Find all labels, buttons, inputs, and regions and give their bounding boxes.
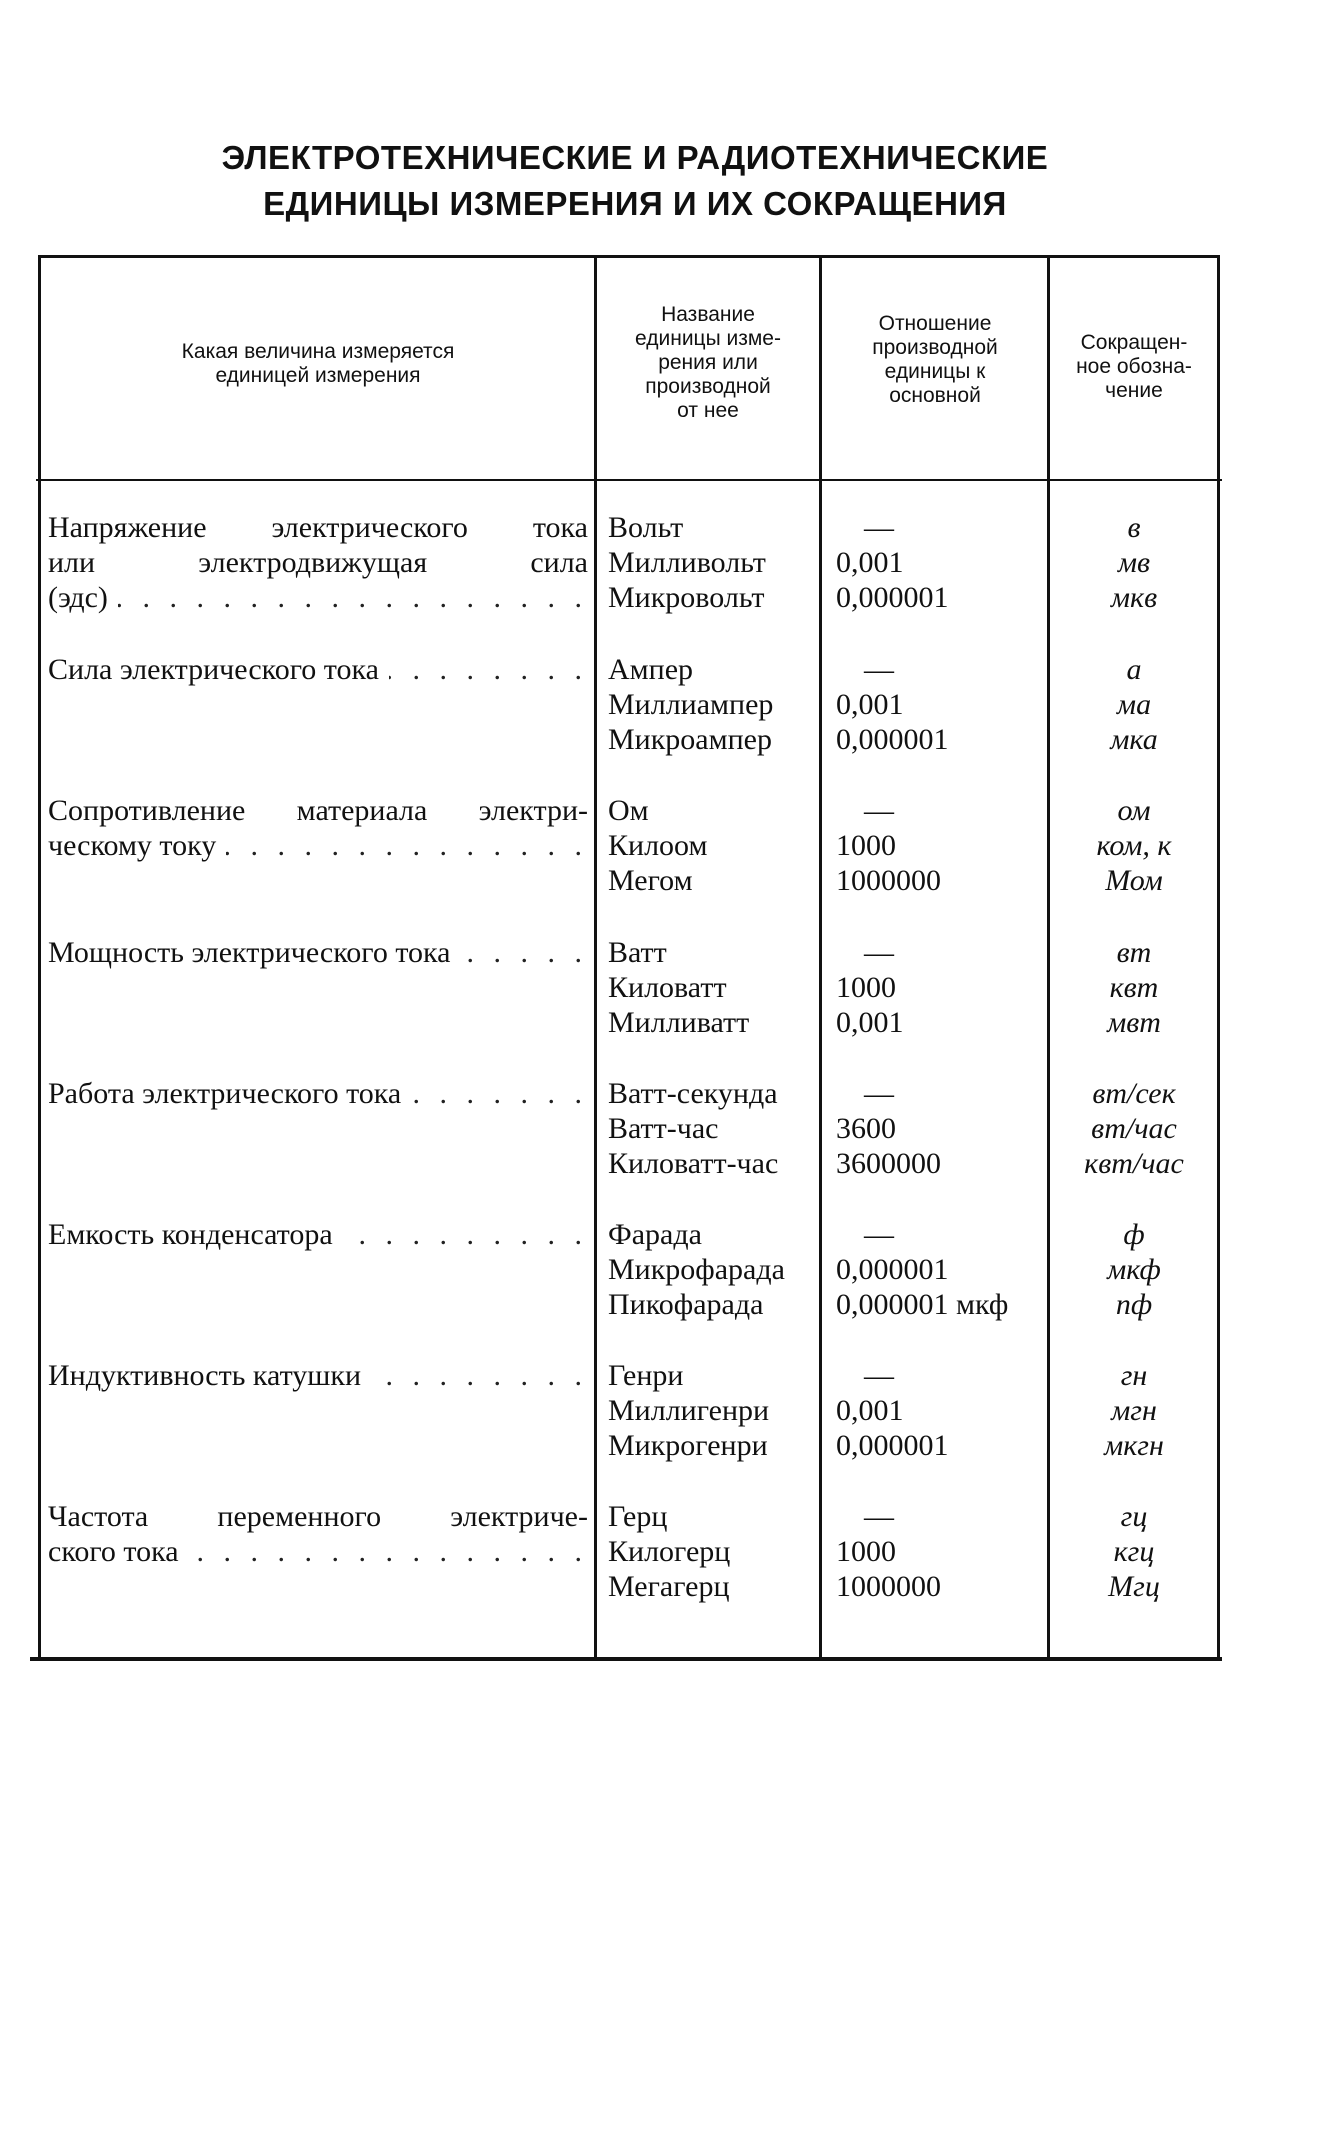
unit-name-cell [608, 1217, 818, 1322]
quantity-cell [48, 1217, 588, 1252]
unit-name: Ватт-секунда [608, 1077, 778, 1110]
quantity-line [48, 793, 588, 828]
unit-name: Микрофарада [608, 1253, 785, 1286]
abbreviation-value: мкгн [1104, 1429, 1164, 1462]
dot-leader [411, 1076, 588, 1111]
ratio-cell [836, 1358, 1046, 1463]
ratio-value: — [864, 653, 894, 686]
unit-name: Миллигенри [608, 1394, 770, 1427]
abbreviation-value: пф [1115, 1288, 1153, 1321]
dot-leader [371, 1358, 588, 1393]
quantity-line [48, 545, 588, 580]
unit-name-cell [608, 935, 818, 1040]
abbreviation-value: гн [1120, 1359, 1148, 1392]
quantity-line [48, 580, 588, 615]
dot-leader [118, 580, 588, 615]
page-title [0, 135, 1270, 227]
ratio-cell [836, 652, 1046, 757]
quantity-cell [48, 510, 588, 615]
quantity-line [48, 828, 588, 863]
quantity-line [48, 1499, 588, 1534]
quantity-line [48, 1076, 588, 1111]
unit-name: Вольт [608, 511, 684, 544]
page-title-line-2: ЕДИНИЦЫ ИЗМЕРЕНИЯ И ИХ СОКРАЩЕНИЯ [263, 185, 1007, 222]
quantity-cell [48, 793, 588, 863]
ratio-value: 0,000001 [836, 723, 949, 756]
unit-name: Герц [608, 1500, 668, 1533]
abbreviation-value: вт [1116, 936, 1152, 969]
abbreviation-value: мв [1117, 546, 1151, 579]
unit-name: Фарада [608, 1218, 702, 1251]
quantity-text: (эдс) [48, 581, 108, 614]
abbreviation-value: мгн [1111, 1394, 1157, 1427]
ratio-value: 0,000001 [836, 1429, 949, 1462]
ratio-value: 1000000 [836, 1570, 941, 1603]
column-divider [594, 257, 597, 1657]
header-ratio: Отношение производной единицы к основной [872, 312, 998, 407]
unit-name: Ватт [608, 936, 667, 969]
unit-name: Ампер [608, 653, 694, 686]
ratio-value: — [864, 936, 894, 969]
quantity-text: Сила электрического тока [48, 653, 379, 686]
ratio-value: — [864, 794, 894, 827]
abbreviation-value: ком, к [1096, 829, 1172, 862]
column-divider [1217, 257, 1220, 1657]
abbreviation-value: мкф [1107, 1253, 1161, 1286]
quantity-text: Емкость конденсатора [48, 1218, 333, 1251]
unit-name: Килоом [608, 829, 708, 862]
units-table [30, 255, 1222, 1655]
quantity-text: Напряжение электрического тока [48, 511, 588, 544]
abbreviation-value: мкв [1110, 581, 1158, 614]
unit-name: Генри [608, 1359, 684, 1392]
page-title-line-1: ЭЛЕКТРОТЕХНИЧЕСКИЕ И РАДИОТЕХНИЧЕСКИЕ [221, 139, 1049, 176]
unit-name: Милливольт [608, 546, 766, 579]
abbreviation-value: вт/сек [1092, 1077, 1176, 1110]
abbreviation-cell [1052, 793, 1216, 898]
quantity-cell [48, 1499, 588, 1569]
unit-name: Мегом [608, 864, 693, 897]
ratio-value: 0,001 [836, 688, 904, 721]
ratio-value: — [864, 1218, 894, 1251]
ratio-cell [836, 1217, 1046, 1322]
header-abbreviation: Сокращен- ное обозна- чение [1076, 331, 1192, 402]
ratio-cell [836, 510, 1046, 615]
abbreviation-value: квт [1109, 971, 1159, 1004]
quantity-line [48, 1358, 588, 1393]
quantity-line [48, 935, 588, 970]
ratio-value: 0,001 [836, 1394, 904, 1427]
unit-name: Ватт-час [608, 1112, 719, 1145]
ratio-value: 0,000001 [836, 1253, 949, 1286]
unit-name-cell [608, 652, 818, 757]
abbreviation-value: Мгц [1108, 1570, 1160, 1603]
unit-name: Киловатт [608, 971, 727, 1004]
ratio-value: — [864, 511, 894, 544]
unit-name: Киловатт-час [608, 1147, 779, 1180]
unit-name-cell [608, 1358, 818, 1463]
header-quantity: Какая величина измеряется единицей измерения [181, 340, 455, 387]
quantity-cell [48, 652, 588, 687]
ratio-cell [836, 1499, 1046, 1604]
unit-name: Микроампер [608, 723, 772, 756]
ratio-value: 3600 [836, 1112, 896, 1145]
abbreviation-value: вт/час [1091, 1112, 1177, 1145]
ratio-value: 0,000001 [836, 581, 949, 614]
quantity-cell [48, 1076, 588, 1111]
ratio-value: 0,000001 мкф [836, 1288, 1009, 1321]
quantity-text: ческому току [48, 829, 217, 862]
quantity-line [48, 652, 588, 687]
unit-name: Микрогенри [608, 1429, 768, 1462]
abbreviation-value: в [1127, 511, 1141, 544]
abbreviation-cell [1052, 510, 1216, 615]
quantity-line [48, 1217, 588, 1252]
ratio-value: 1000 [836, 971, 896, 1004]
ratio-value: 3600000 [836, 1147, 941, 1180]
unit-name: Пикофарада [608, 1288, 764, 1321]
unit-name-cell [608, 510, 818, 615]
ratio-cell [836, 935, 1046, 1040]
ratio-value: — [864, 1077, 894, 1110]
ratio-value: — [864, 1500, 894, 1533]
quantity-line [48, 1534, 588, 1569]
ratio-cell [836, 793, 1046, 898]
quantity-text: Мощность электрического тока [48, 936, 451, 969]
unit-name: Мегагерц [608, 1570, 730, 1603]
abbreviation-cell [1052, 1217, 1216, 1322]
abbreviation-cell [1052, 1358, 1216, 1463]
abbreviation-value: Мом [1105, 864, 1163, 897]
dot-leader [343, 1217, 588, 1252]
column-divider [1047, 257, 1050, 1657]
dot-leader [389, 652, 588, 687]
quantity-text: ского тока [48, 1535, 179, 1568]
quantity-text: Сопротивление материала электри- [48, 794, 588, 827]
header-unit-name: Название единицы изме- рения или производной от нее [635, 303, 781, 422]
table-bottom-rule [30, 1657, 1222, 1661]
quantity-line [48, 510, 588, 545]
unit-name-cell [608, 793, 818, 898]
unit-name: Милливатт [608, 1006, 750, 1039]
column-divider [819, 257, 822, 1657]
abbreviation-cell [1052, 935, 1216, 1040]
quantity-cell [48, 1358, 588, 1393]
dot-leader [189, 1534, 588, 1569]
abbreviation-cell [1052, 1076, 1216, 1181]
abbreviation-value: квт/час [1084, 1147, 1184, 1180]
abbreviation-value: а [1126, 653, 1142, 686]
ratio-value: 1000 [836, 829, 896, 862]
abbreviation-value: гц [1120, 1500, 1148, 1533]
ratio-value: — [864, 1359, 894, 1392]
abbreviation-cell [1052, 652, 1216, 757]
ratio-value: 1000 [836, 1535, 896, 1568]
unit-name: Микровольт [608, 581, 765, 614]
unit-name-cell [608, 1499, 818, 1604]
unit-name: Миллиампер [608, 688, 774, 721]
abbreviation-value: кгц [1113, 1535, 1155, 1568]
ratio-value: 1000000 [836, 864, 941, 897]
abbreviation-value: ом [1117, 794, 1151, 827]
quantity-text: Работа электрического тока [48, 1077, 402, 1110]
column-divider [38, 257, 41, 1657]
unit-name: Килогерц [608, 1535, 731, 1568]
table-top-rule [38, 255, 1220, 258]
abbreviation-cell [1052, 1499, 1216, 1604]
unit-name-cell [608, 1076, 818, 1181]
quantity-text: Индуктивность катушки [48, 1359, 362, 1392]
abbreviation-value: ма [1116, 688, 1152, 721]
unit-name: Ом [608, 794, 649, 827]
abbreviation-value: мка [1110, 723, 1158, 756]
abbreviation-value: ф [1123, 1218, 1145, 1251]
ratio-value: 0,001 [836, 546, 904, 579]
quantity-text: или электродвижущая сила [48, 546, 588, 579]
dot-leader [226, 828, 588, 863]
abbreviation-value: мвт [1107, 1006, 1161, 1039]
header-bottom-rule [36, 479, 1222, 481]
quantity-text: Частота переменного электриче- [48, 1500, 588, 1533]
ratio-cell [836, 1076, 1046, 1181]
quantity-cell [48, 935, 588, 970]
dot-leader [461, 935, 589, 970]
ratio-value: 0,001 [836, 1006, 904, 1039]
